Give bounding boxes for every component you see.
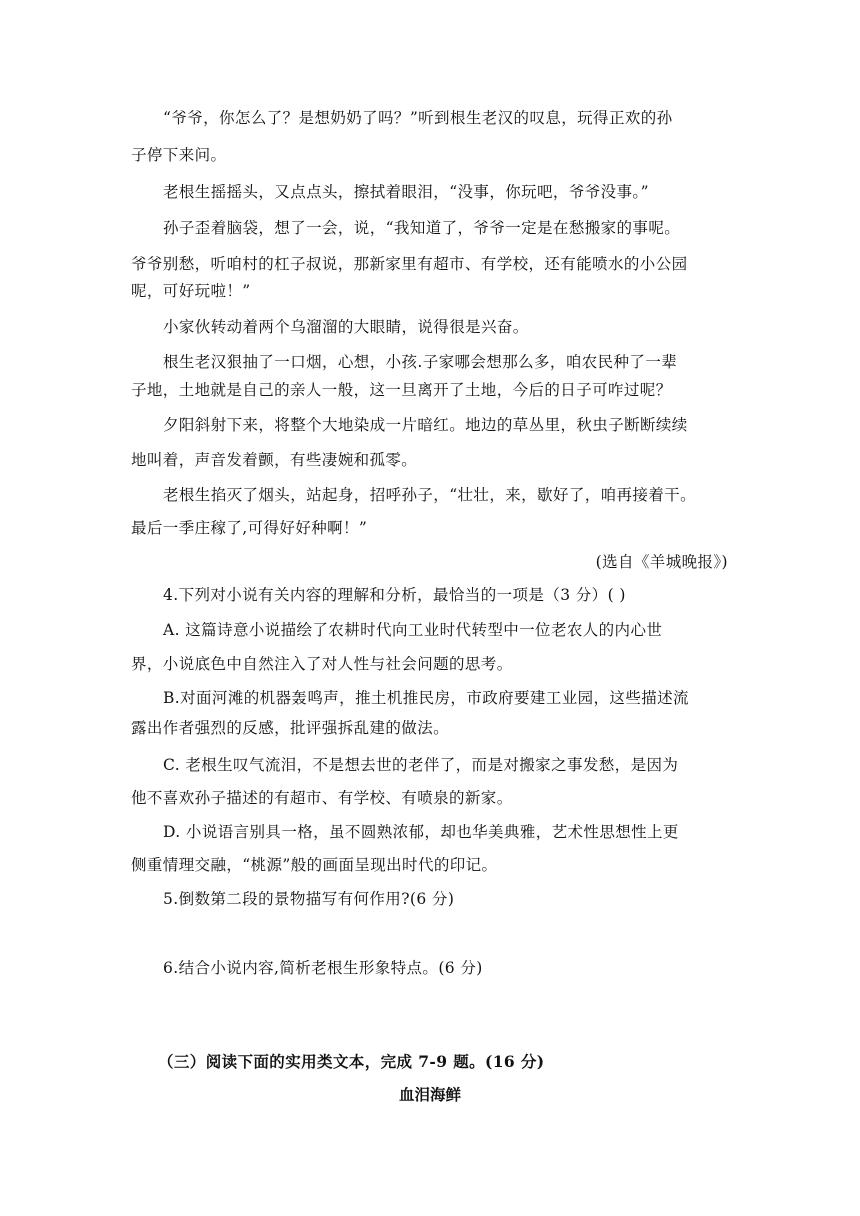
question-4-option-c-line-1: C. 老根生叹气流泪，不是想去世的老伴了，而是对搬家之事发愁，是因为 [163,756,679,774]
story-paragraph-7-line-2: 最后一季庄稼了,可得好好种啊！” [131,519,368,537]
story-paragraph-3-line-3: 呢，可好玩啦！” [131,282,251,300]
question-4-option-c-line-2: 他不喜欢孙子描述的有超市、有学校、有喷泉的新家。 [131,789,513,807]
section-3-article-title: 血泪海鲜 [398,1085,461,1104]
story-paragraph-3-line-1: 孙子歪着脑袋，想了一会，说，“我知道了，爷爷一定是在愁搬家的事呢。 [163,219,681,237]
story-paragraph-5-line-1: 根生老汉狠抽了一口烟，心想，小孩.子家哪会想那么多，咱农民种了一辈 [163,353,678,371]
story-paragraph-6-line-1: 夕阳斜射下来，将整个大地染成一片暗红。地边的草丛里，秋虫子断断续续 [163,416,688,434]
question-4-option-d-line-2: 侧重情理交融，“桃源”般的画面呈现出时代的印记。 [131,856,498,874]
story-paragraph-2-line-1: 老根生摇摇头，又点点头，擦拭着眼泪，“没事，你玩吧，爷爷没事。” [163,183,649,201]
story-paragraph-7-line-1: 老根生掐灭了烟头，站起身，招呼孙子，“壮壮，来，歇好了，咱再接着干。 [163,486,697,504]
story-source: (选自《羊城晚报》) [595,553,728,571]
story-paragraph-1-line-2: 子停下来问。 [131,146,227,164]
story-paragraph-4-line-1: 小家伙转动着两个乌溜溜的大眼睛，说得很是兴奋。 [163,318,529,336]
question-4-stem: 4.下列对小说有关内容的理解和分析，最恰当的一项是（3 分）( ) [163,586,626,604]
question-4-option-a-line-1: A. 这篇诗意小说描绘了农耕时代向工业时代转型中一位老农人的内心世 [163,621,663,639]
question-5: 5.倒数第二段的景物描写有何作用?(6 分) [163,890,455,908]
question-4-option-d-line-1: D. 小说语言别具一格，虽不圆熟浓郁，却也华美典雅，艺术性思想性上更 [163,823,679,841]
section-3-heading: （三）阅读下面的实用类文本，完成 7-9 题。(16 分) [158,1052,545,1071]
story-paragraph-1-line-1: “爷爷，你怎么了？是想奶奶了吗？”听到根生老汉的叹息，玩得正欢的孙 [163,109,673,127]
question-4-option-a-line-2: 界，小说底色中自然注入了对人性与社会问题的思考。 [131,655,513,673]
story-paragraph-3-line-2: 爷爷别愁，听咱村的杠子叔说，那新家里有超市、有学校，还有能喷水的小公园 [131,255,688,273]
question-6: 6.结合小说内容,简析老根生形象特点。(6 分) [163,959,483,977]
story-paragraph-6-line-2: 地叫着，声音发着颤，有些凄婉和孤零。 [131,451,418,469]
story-paragraph-5-line-2: 子地，土地就是自己的亲人一般，这一旦离开了土地，今后的日子可咋过呢？ [131,381,672,399]
question-4-option-b-line-2: 露出作者强烈的反感，批评强拆乱建的做法。 [131,719,450,737]
question-4-option-b-line-1: B.对面河滩的机器轰鸣声，推土机推民房，市政府要建工业园，这些描述流 [163,689,689,707]
